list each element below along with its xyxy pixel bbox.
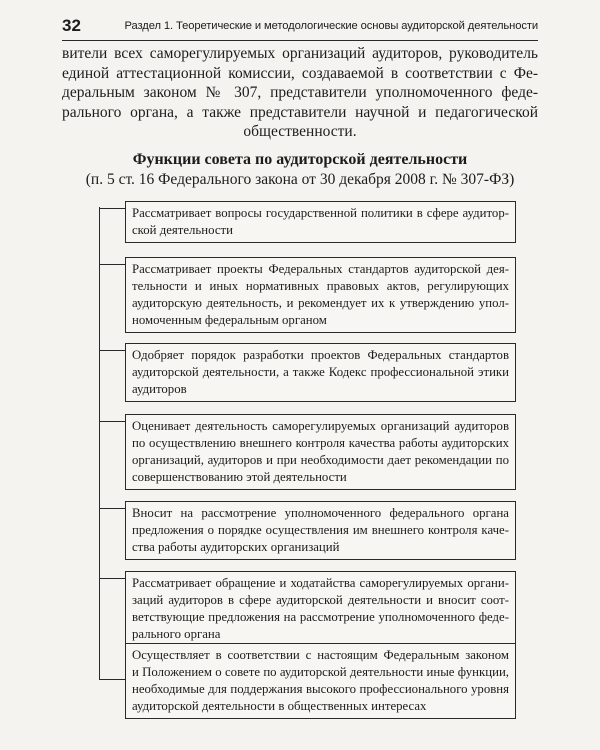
function-box bbox=[125, 414, 516, 490]
page-header bbox=[62, 14, 538, 41]
function-box bbox=[125, 501, 516, 560]
box-line: ской деятельности bbox=[132, 223, 233, 237]
box-line: тельности и иных нормативных правовых актов, регулирующих bbox=[132, 279, 509, 293]
intro-paragraph bbox=[62, 44, 538, 142]
intro-line: деральным законом № 307, представители уполномоченного феде- bbox=[62, 84, 538, 101]
page-number: 32 bbox=[62, 16, 81, 35]
box-line: аудиторскую деятельность, и рекомендует их к утверждению упол- bbox=[132, 296, 509, 310]
intro-line: единой аттестационной комиссии, создаваемой в соответствии с Фе- bbox=[62, 64, 538, 82]
diagram-title: Функции совета по аудиторской деятельности bbox=[132, 151, 468, 168]
box-line: совершенствованию этой деятельности bbox=[132, 470, 347, 484]
box-line: ства работы аудиторских организаций bbox=[132, 540, 340, 554]
box-line: Рассматривает обращение и ходатайства саморегулируемых органи- bbox=[132, 576, 509, 590]
function-box bbox=[125, 643, 516, 719]
function-box bbox=[125, 257, 516, 333]
box-line: аудиторской деятельности, а также Кодекс профессиональной этики bbox=[132, 365, 509, 379]
box-line: Оценивает деятельность саморегулируемых организаций аудиторов bbox=[132, 419, 509, 433]
intro-line: общественности. bbox=[243, 123, 357, 140]
box-line: и Положением о совете по аудиторской деятельности иные функции, bbox=[132, 665, 509, 679]
intro-line: вители всех саморегулируемых организаций аудиторов, руководитель bbox=[62, 45, 538, 62]
running-title: Раздел 1. Теоретические и методологические основы аудиторской деятельности bbox=[124, 20, 538, 32]
diagram-subtitle: (п. 5 ст. 16 Федерального закона от 30 декабря 2008 г. № 307-ФЗ) bbox=[85, 171, 515, 188]
bracket-line bbox=[99, 207, 100, 680]
box-line: номоченным федеральным органом bbox=[132, 313, 327, 327]
connector-line bbox=[99, 508, 125, 509]
box-line: Рассматривает вопросы государственной политики в сфере аудитор- bbox=[132, 206, 509, 220]
connector-line bbox=[99, 208, 125, 209]
connector-line bbox=[99, 350, 125, 351]
box-line: организаций, аудиторов и при необходимости дает рекомендации по bbox=[132, 453, 509, 467]
box-line: Рассматривает проекты Федеральных стандартов аудиторской дея- bbox=[132, 262, 509, 276]
function-box bbox=[125, 201, 516, 243]
connector-line bbox=[99, 679, 125, 680]
box-line: Осуществляет в соответствии с настоящим Федеральным законом bbox=[132, 648, 509, 662]
function-box bbox=[125, 571, 516, 647]
box-line: заций аудиторов в сфере аудиторской деятельности и вносит соот- bbox=[132, 593, 509, 607]
box-line: рального органа bbox=[132, 627, 221, 641]
connector-line bbox=[99, 264, 125, 265]
connector-line bbox=[99, 421, 125, 422]
box-line: аудиторской деятельности в общественных интересах bbox=[132, 699, 427, 713]
box-line: Вносит на рассмотрение уполномоченного федерального органа bbox=[132, 506, 509, 520]
box-line: по осуществлению внешнего контроля качества работы аудиторских bbox=[132, 436, 509, 450]
connector-line bbox=[99, 578, 125, 579]
function-box bbox=[125, 343, 516, 402]
box-line: аудиторов bbox=[132, 382, 187, 396]
box-line: ветствующие предложения на рассмотрение уполномоченного феде- bbox=[132, 610, 509, 624]
box-line: предложения о порядке осуществления им внешнего контроля каче- bbox=[132, 523, 509, 537]
box-line: Одобряет порядок разработки проектов Федеральных стандартов bbox=[132, 348, 509, 362]
intro-line: рального органа, а также представители научной и педагогической bbox=[62, 103, 538, 121]
box-line: необходимые для поддержания высокого профессионального уровня bbox=[132, 682, 509, 696]
